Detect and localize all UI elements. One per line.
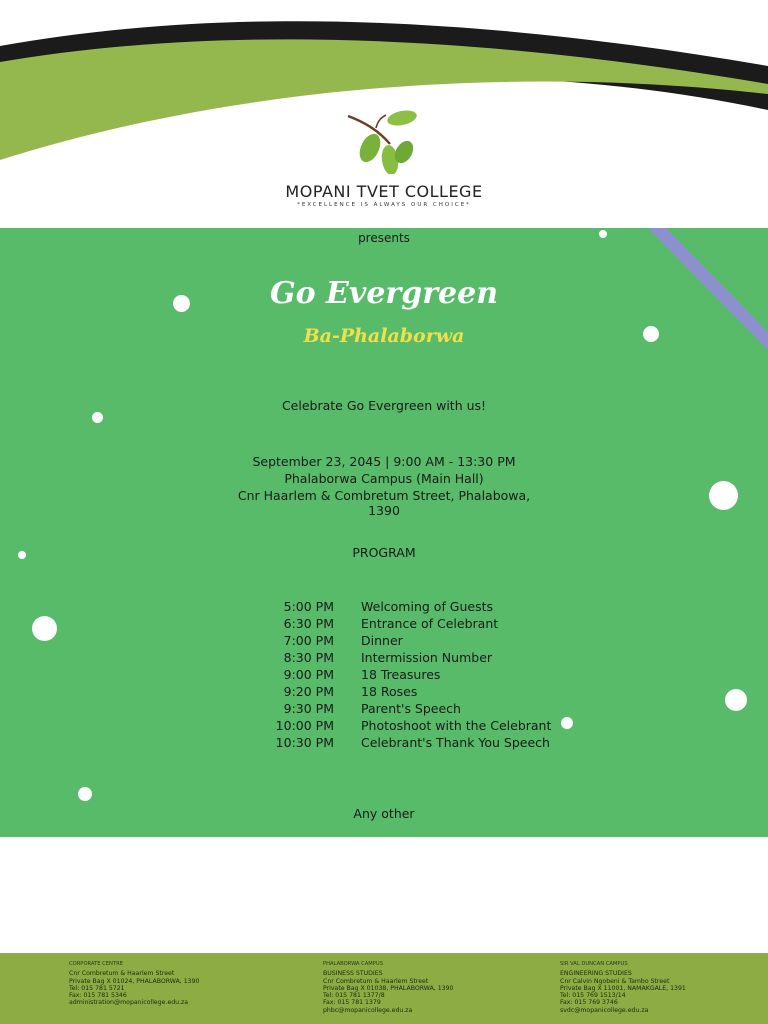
program-item (258, 701, 598, 718)
program-time: 6:30 PM (283, 616, 334, 631)
letterhead-footer (0, 953, 768, 1024)
decor-dot (92, 412, 103, 423)
leaf-branch-icon (344, 108, 424, 174)
program-activity: 18 Treasures (361, 667, 441, 682)
footer-line: Fax: 015 781 5346 (69, 992, 127, 1000)
program-time: 9:00 PM (283, 667, 334, 682)
program-activity: Entrance of Celebrant (361, 616, 499, 631)
event-venue: Phalaborwa Campus (Main Hall) (284, 471, 484, 486)
event-subtitle: Ba-Phalaborwa (303, 325, 465, 347)
footer-line: BUSINESS STUDIES (323, 970, 383, 978)
footer-line: Private Bag X 11001, NAMAKGALE, 1391 (560, 984, 686, 992)
letterhead-header (0, 0, 768, 228)
invitation-panel (0, 228, 768, 837)
footer-line: Private Bag X 01038, PHALABORWA, 1390 (323, 984, 454, 992)
event-title: Go Evergreen (269, 276, 499, 311)
footer-heading: PHALABORWA CAMPUS (323, 961, 383, 967)
decor-dot (32, 616, 57, 641)
program-item (258, 633, 598, 650)
college-tagline: *EXCELLENCE IS ALWAYS OUR CHOICE* (297, 202, 471, 208)
footer-corporate-centre (69, 961, 199, 1007)
program-activity: Dinner (361, 633, 403, 648)
footer-line: Fax: 015 781 1379 (323, 999, 381, 1007)
program-time: 10:00 PM (275, 718, 334, 733)
footer-line: Cnr Combretum & Haarlem Street (69, 970, 175, 978)
footer-line: ENGINEERING STUDIES (560, 970, 632, 978)
footer-line: Tel: 015 769 1513/14 (560, 992, 626, 1000)
program-activity: 18 Roses (361, 684, 418, 699)
footer-email: svdc@mopanicollege.edu.za (560, 1006, 649, 1014)
decor-dot (725, 689, 747, 711)
program-time: 9:20 PM (283, 684, 334, 699)
event-date-time: September 23, 2045 | 9:00 AM - 13:30 PM (252, 454, 516, 469)
footer-line: Fax: 015 769 3746 (560, 999, 618, 1007)
address-postal-code: 1390 (368, 503, 400, 518)
footer-line: Cnr Calvin Ngobeni & Tambo Street (560, 977, 670, 985)
decor-dot (78, 787, 92, 801)
program-time: 7:00 PM (283, 633, 334, 648)
presents-text: presents (358, 231, 410, 245)
footer-line: Private Bag X 01024, PHALABORWA, 1390 (69, 977, 200, 985)
program-activity: Parent's Speech (361, 701, 461, 716)
footer-heading: SIR VAL DUNCAN CAMPUS (560, 961, 628, 967)
program-time: 10:30 PM (275, 735, 334, 750)
program-item (258, 616, 598, 633)
footer-line: Tel: 015 781 5721 (69, 984, 125, 992)
footer-email: administration@mopanicollege.edu.za (69, 999, 189, 1007)
footer-sir-val-duncan-campus (560, 961, 686, 1014)
program-time: 8:30 PM (283, 650, 334, 665)
program-activity: Intermission Number (361, 650, 493, 665)
program-item (258, 650, 598, 667)
any-other-text: Any other (353, 806, 415, 821)
footer-line: Tel: 015 781 1377/8 (323, 992, 385, 1000)
event-address (0, 488, 768, 518)
footer-phalaborwa-campus (323, 961, 453, 1014)
program-item (258, 599, 598, 616)
program-list (258, 599, 598, 752)
footer-heading: CORPORATE CENTRE (69, 961, 123, 967)
college-logo (0, 108, 768, 208)
program-heading: PROGRAM (352, 545, 416, 560)
program-time: 5:00 PM (283, 599, 334, 614)
program-item (258, 684, 598, 701)
footer-email: phbc@mopanicollege.edu.za (323, 1006, 413, 1014)
college-name: MOPANI TVET COLLEGE (285, 182, 483, 201)
program-activity: Welcoming of Guests (361, 599, 494, 614)
program-item (258, 718, 598, 735)
program-activity: Photoshoot with the Celebrant (361, 718, 552, 733)
program-time: 9:30 PM (283, 701, 334, 716)
program-item (258, 735, 598, 752)
celebrate-heading: Celebrate Go Evergreen with us! (281, 398, 487, 413)
address-line-1: Cnr Haarlem & Combretum Street, Phalabowa, (237, 488, 531, 503)
program-activity: Celebrant's Thank You Speech (361, 735, 550, 750)
footer-line: Cnr Combretum & Haarlem Street (323, 977, 429, 985)
program-item (258, 667, 598, 684)
